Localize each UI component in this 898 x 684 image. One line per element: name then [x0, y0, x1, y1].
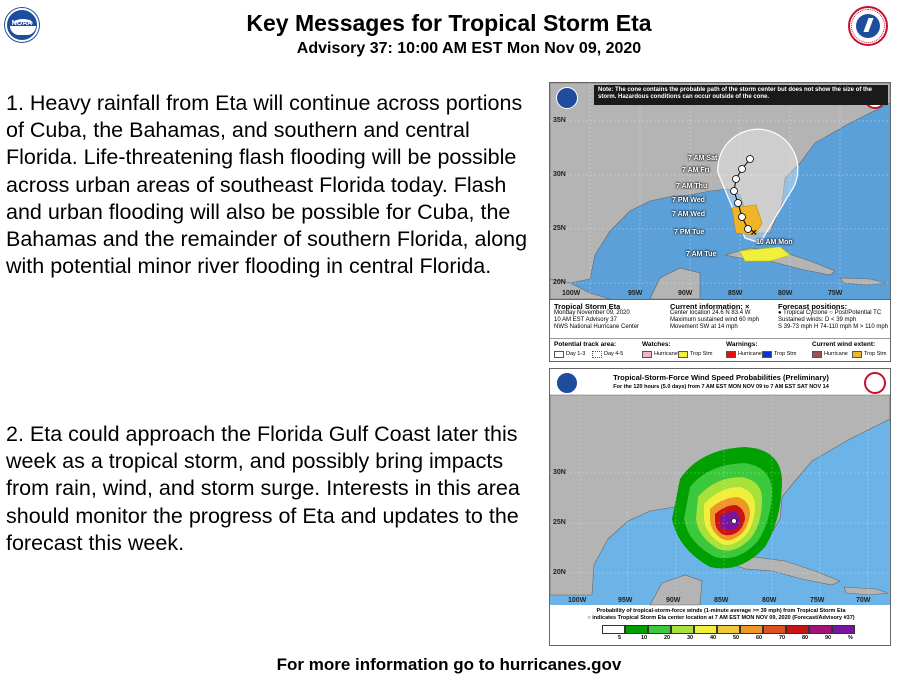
- current-wind: Maximum sustained wind 60 mph: [670, 317, 760, 323]
- scale-label: %: [848, 635, 853, 641]
- lon-label: 90W: [678, 290, 693, 297]
- legend-text: Trop Stm: [864, 351, 887, 357]
- lon-label: 100W: [562, 290, 581, 297]
- forecast-line-1: ● Tropical Cyclone ○ Post/Potential TC: [778, 310, 882, 316]
- map-legend: [550, 338, 890, 362]
- lon-label: 80W: [778, 290, 793, 297]
- legend-watches-title: Watches:: [642, 341, 671, 348]
- legend-text: Hurricane: [824, 351, 848, 357]
- wind-caption-1: Probability of tropical-storm-force winds (1-minute average >= 39 mph) from Tropical Storm Eta: [596, 608, 846, 614]
- legend-text: Trop Stm: [774, 351, 797, 357]
- scale-swatch: [809, 625, 832, 634]
- scale-label: 30: [687, 635, 694, 641]
- storm-date: Monday November 09, 2020: [554, 310, 630, 316]
- lat-label: 35N: [553, 117, 566, 124]
- storm-advisory: 10 AM EST Advisory 37: [554, 317, 617, 323]
- legend-swatch: [762, 351, 772, 358]
- scale-swatch: [763, 625, 786, 634]
- legend-text: Day 1-3: [566, 351, 586, 357]
- scale-label: 50: [733, 635, 740, 641]
- scale-swatch: [694, 625, 717, 634]
- scale-label: 5: [618, 635, 622, 641]
- legend-swatch: [554, 351, 564, 358]
- legend-swatch: [678, 351, 688, 358]
- lon-label: 70W: [856, 597, 871, 604]
- scale-label: 20: [664, 635, 671, 641]
- lon-label: 95W: [618, 597, 633, 604]
- lat-label: 30N: [553, 469, 566, 476]
- forecast-label: 7 AM Sat: [688, 155, 718, 162]
- noaa-logo-text: NOAA: [11, 20, 33, 27]
- scale-label: 80: [802, 635, 809, 641]
- cone-note: Note: The cone contains the probable path of the storm center but does not show the size of the storm. Hazardous conditions can occur outside of the cone.: [594, 85, 888, 105]
- lon-label: 90W: [666, 597, 681, 604]
- lon-label: 95W: [628, 290, 643, 297]
- lon-label: 75W: [810, 597, 825, 604]
- scale-swatch: [740, 625, 763, 634]
- forecast-cone-map: [549, 82, 891, 362]
- storm-info-box: [550, 299, 890, 361]
- current-location: Center location 24.6 N 83.4 W: [670, 310, 751, 316]
- scale-swatch: [671, 625, 694, 634]
- wind-map-title: Tropical-Storm-Force Wind Speed Probabilities (Preliminary): [613, 373, 829, 382]
- legend-warnings-title: Warnings:: [726, 341, 758, 348]
- advisory-subtitle: Advisory 37: 10:00 AM EST Mon Nov 09, 2020: [296, 40, 642, 57]
- forecast-line-3: S 39-73 mph H 74-110 mph M > 110 mph: [778, 324, 889, 330]
- legend-text: Trop Stm: [690, 351, 713, 357]
- scale-swatch: [602, 625, 625, 634]
- lon-label: 85W: [714, 597, 729, 604]
- lat-label: 25N: [553, 519, 566, 526]
- storm-center-icon: [732, 519, 737, 524]
- legend-swatch: [592, 351, 602, 358]
- forecast-label: 7 AM Tue: [686, 251, 717, 258]
- forecast-positions-title: Forecast positions:: [778, 302, 848, 311]
- noaa-map-icon: [556, 87, 578, 109]
- current-position-marker: ×: [750, 228, 758, 238]
- wind-probability-map: [549, 368, 891, 646]
- lat-label: 30N: [553, 171, 566, 178]
- key-message-2: 2. Eta could approach the Florida Gulf Coast later this week as a tropical storm, and possibly bring impacts from rain, wind, and storm surge. Interests in this area should monitor the progress of Eta and updates to the forecast this week.: [6, 422, 520, 555]
- legend-text: Day 4-5: [604, 351, 624, 357]
- forecast-label: 7 PM Tue: [674, 229, 705, 236]
- forecast-label: 7 AM Thu: [676, 183, 708, 190]
- forecast-label: 7 AM Fri: [682, 167, 710, 174]
- page-title: Key Messages for Tropical Storm Eta: [246, 10, 652, 36]
- legend-swatch: [812, 351, 822, 358]
- legend-text: Hurricane: [654, 351, 678, 357]
- wind-caption-2: ○ indicates Tropical Storm Eta center location at 7 AM EST MON NOV 09, 2020 (Forecast/Advisory #37): [587, 615, 855, 621]
- lon-label: 75W: [828, 290, 843, 297]
- lat-label: 25N: [553, 225, 566, 232]
- forecast-label: 7 AM Wed: [672, 211, 706, 218]
- legend-swatch: [852, 351, 862, 358]
- lon-label: 100W: [568, 597, 587, 604]
- forecast-label: 10 AM Mon: [756, 239, 793, 246]
- key-message-1: 1. Heavy rainfall from Eta will continue across portions of Cuba, the Bahamas, and southern and central Florida. Life-threatening flash flooding will be possible across urban areas of southeast Florida today. Flash and urban flooding will also be possible for Cuba, the Bahamas and the remainder of southern Florida, along with potential minor river flooding in central Florida.: [6, 91, 528, 279]
- cone-map-graphic: [550, 83, 890, 299]
- current-movement: Movement SW at 14 mph: [670, 324, 738, 330]
- legend-track-title: Potential track area:: [554, 341, 617, 348]
- footer-link-text: For more information go to hurricanes.gov: [276, 655, 622, 674]
- current-info-title: Current information: ×: [670, 302, 750, 311]
- scale-swatch: [625, 625, 648, 634]
- lon-label: 85W: [728, 290, 743, 297]
- scale-label: 40: [710, 635, 717, 641]
- scale-label: 90: [825, 635, 832, 641]
- legend-swatch: [642, 351, 652, 358]
- storm-center: NWS National Hurricane Center: [554, 324, 640, 330]
- lat-label: 20N: [553, 569, 566, 576]
- scale-label: 10: [641, 635, 648, 641]
- lat-label: 20N: [553, 279, 566, 286]
- scale-swatch: [648, 625, 671, 634]
- scale-swatch: [832, 625, 855, 634]
- lon-label: 80W: [762, 597, 777, 604]
- scale-label: 70: [779, 635, 786, 641]
- forecast-line-2: Sustained winds: D < 39 mph: [778, 317, 857, 323]
- legend-wind-title: Current wind extent:: [812, 341, 876, 348]
- wind-map-subtitle: For the 120 hours (5.0 days) from 7 AM EST MON NOV 09 to 7 AM EST SAT NOV 14: [613, 384, 829, 390]
- scale-label: 60: [756, 635, 763, 641]
- legend-text: Hurricane: [738, 351, 762, 357]
- scale-swatch: [786, 625, 809, 634]
- scale-swatch: [717, 625, 740, 634]
- storm-name: Tropical Storm Eta: [554, 302, 621, 311]
- forecast-label: 7 PM Wed: [672, 197, 705, 204]
- legend-swatch: [726, 351, 736, 358]
